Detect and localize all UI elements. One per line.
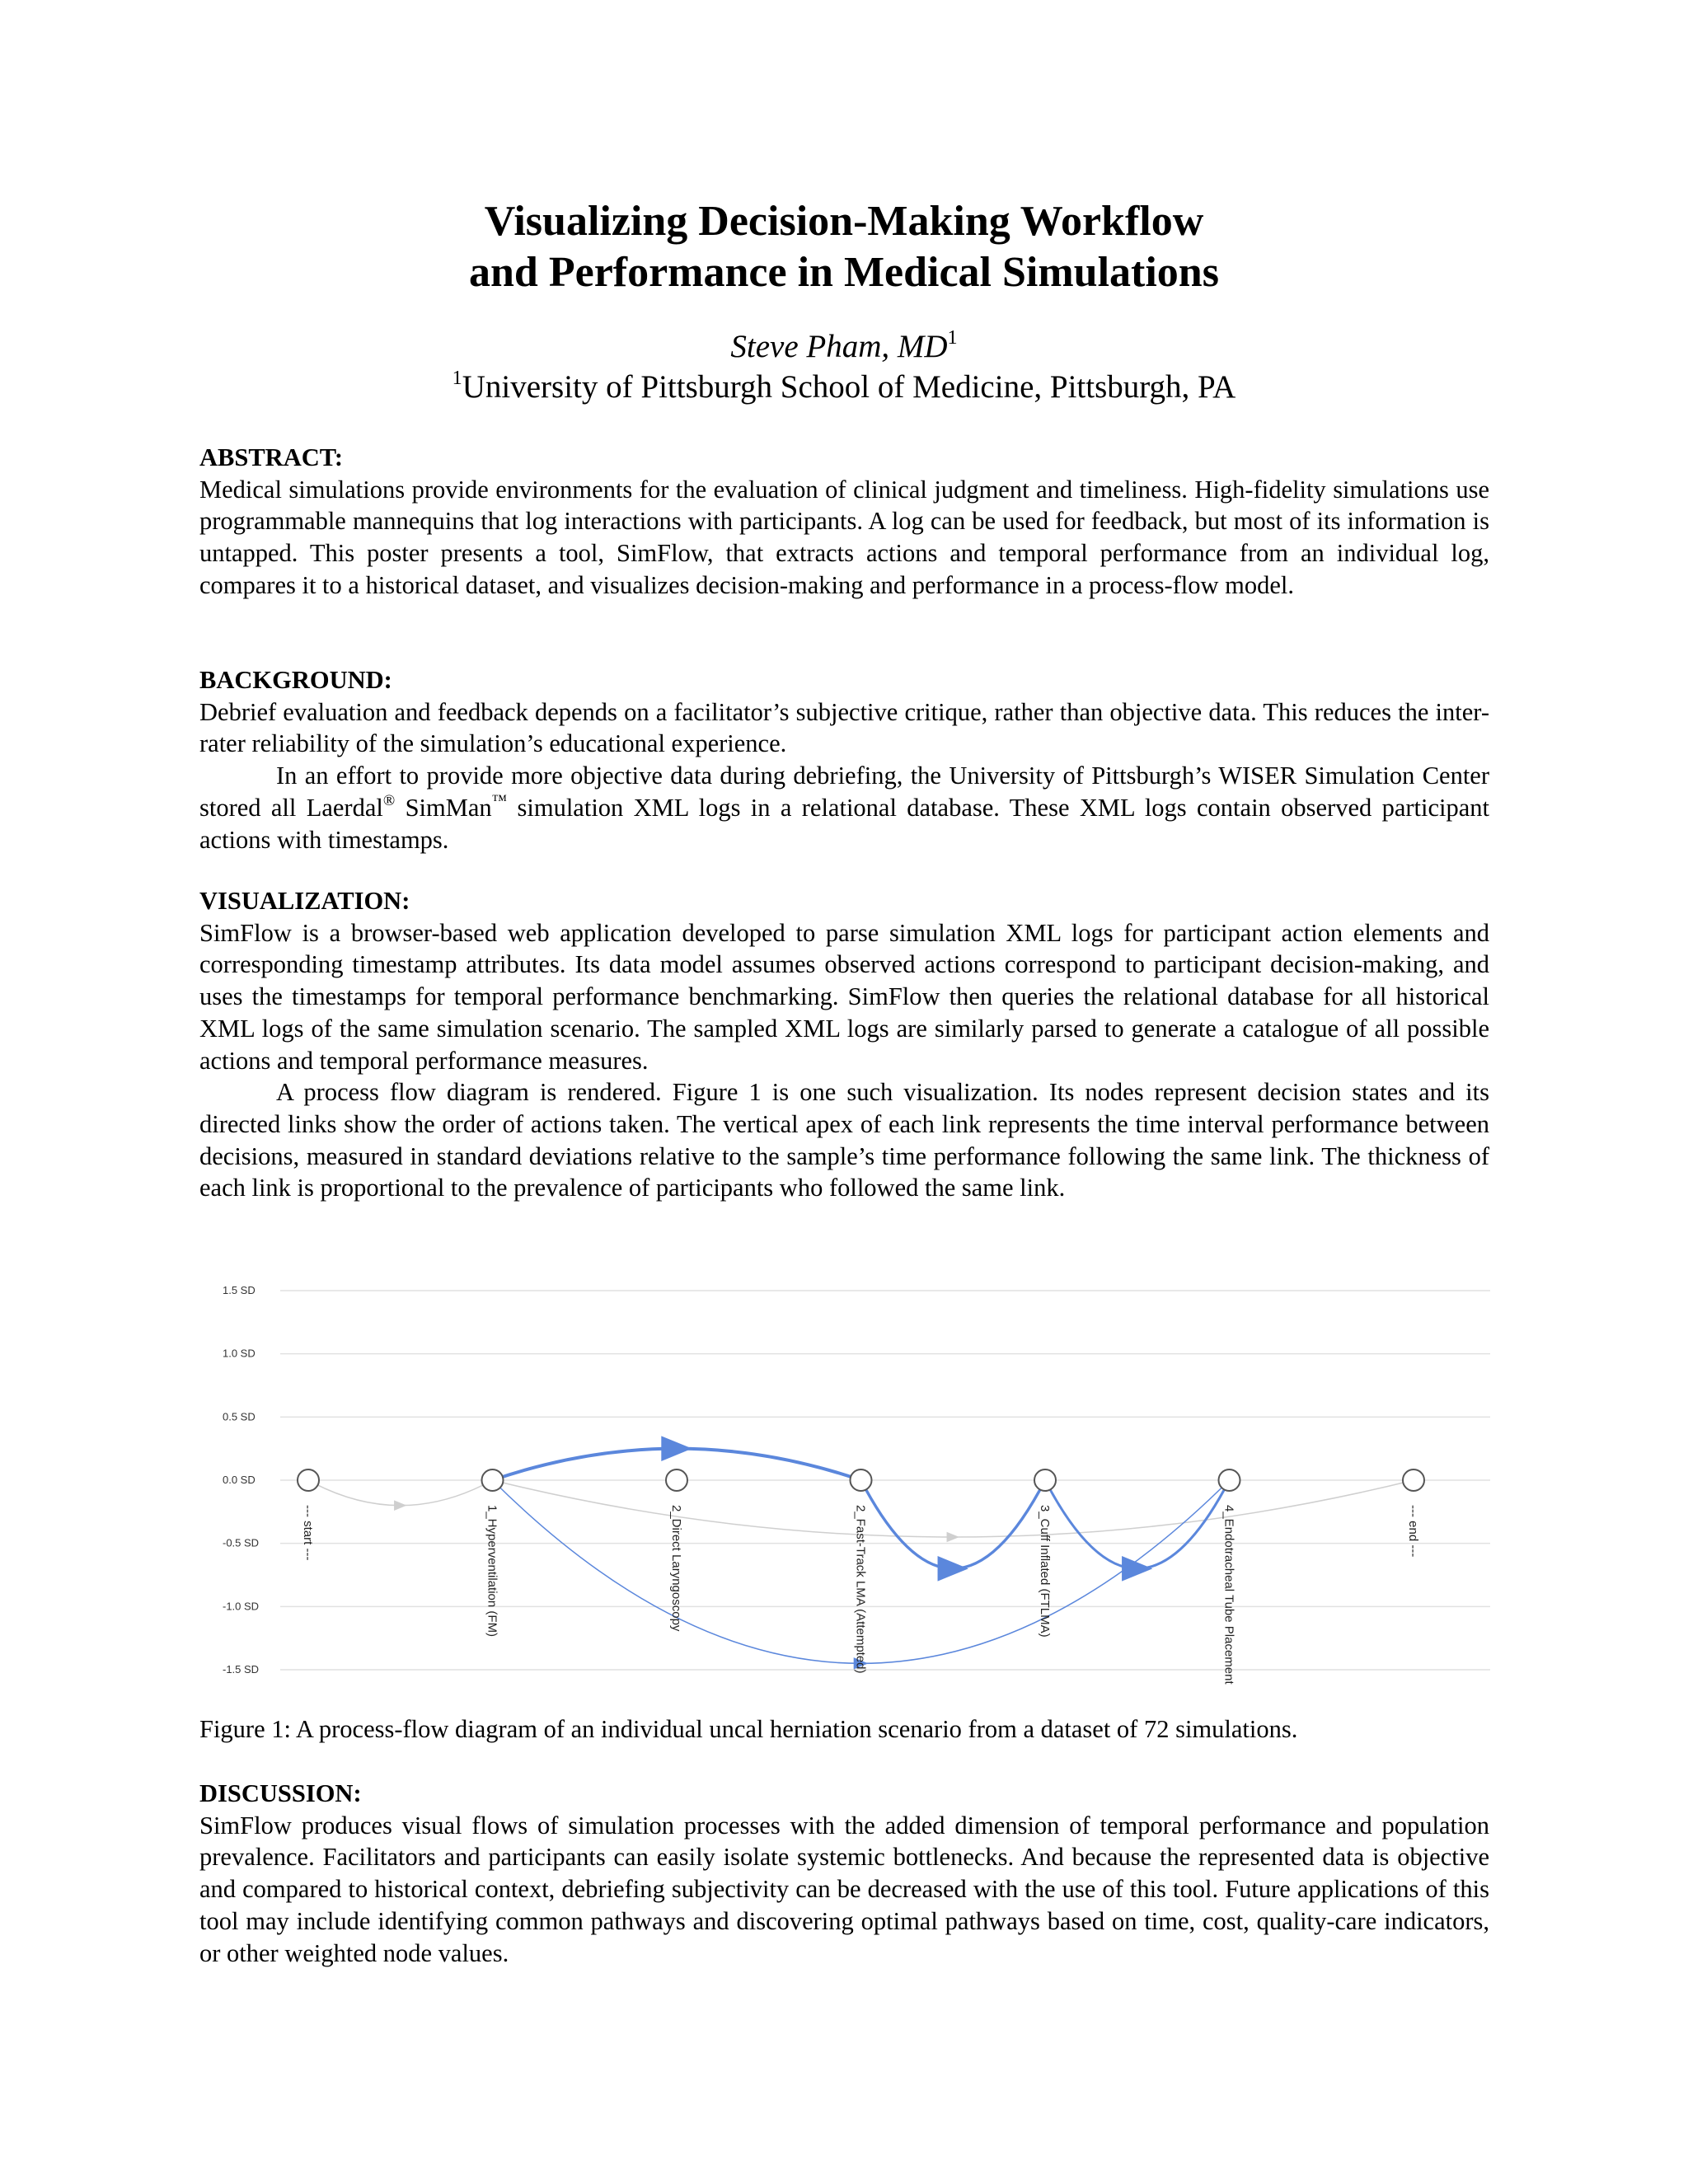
visualization-paragraph-2: A process flow diagram is rendered. Figure 1 is one such visualization. Its nodes represent decision states and its directed links show the order of actions taken. The vertical apex of each link represents the time interval performance between decisions, measured in standard deviations relative to the sample’s time performance following the same link. The thickness of each link is proportional to the prevalence of participants who followed the same link. bbox=[199, 1078, 1489, 1202]
abstract-heading: ABSTRACT: bbox=[199, 443, 343, 471]
flow-node bbox=[1034, 1469, 1056, 1491]
flow-arrowhead bbox=[947, 1532, 959, 1543]
y-tick-label: 0.0 SD bbox=[223, 1474, 256, 1486]
y-tick-label: 1.0 SD bbox=[223, 1347, 256, 1360]
background-paragraph-1: Debrief evaluation and feedback depends on a facilitator’s subjective critique, rather than objective data. This reduces the inter-rater reliability of the simulation’s educational experience. bbox=[199, 697, 1489, 758]
flow-arrowhead bbox=[938, 1556, 968, 1582]
title-line-2: and Performance in Medical Simulations bbox=[469, 249, 1219, 296]
y-tick-label: 1.5 SD bbox=[223, 1284, 256, 1296]
visualization-heading: VISUALIZATION: bbox=[199, 887, 410, 915]
flow-node bbox=[482, 1469, 504, 1491]
background-heading: BACKGROUND: bbox=[199, 666, 392, 694]
y-tick-label: -1.5 SD bbox=[223, 1663, 260, 1675]
affiliation-text: University of Pittsburgh School of Medicine, Pittsburgh, PA bbox=[462, 369, 1236, 405]
flow-link bbox=[308, 1480, 493, 1506]
node-label: 2_Fast-Track LMA (Attempted) bbox=[853, 1505, 868, 1674]
node-label: --- end --- bbox=[1406, 1505, 1420, 1558]
affiliation-superscript: 1 bbox=[452, 366, 462, 389]
flow-node bbox=[666, 1469, 687, 1491]
node-label: 3_Cuff Inflated (FTLMA) bbox=[1038, 1505, 1052, 1638]
flow-node bbox=[298, 1469, 319, 1491]
y-tick-label: -0.5 SD bbox=[223, 1536, 260, 1549]
chart-node-labels bbox=[301, 1505, 1420, 1685]
discussion-heading: DISCUSSION: bbox=[199, 1779, 362, 1807]
flow-arrowhead bbox=[661, 1436, 692, 1461]
flow-node bbox=[1403, 1469, 1424, 1491]
node-label: 4_Endotracheal Tube Placement bbox=[1221, 1505, 1236, 1685]
discussion-section bbox=[199, 1778, 1489, 1969]
y-tick-label: 0.5 SD bbox=[223, 1410, 256, 1423]
background-p2-part-b: SimMan bbox=[395, 793, 492, 822]
flow-node bbox=[1219, 1469, 1240, 1491]
flow-node bbox=[851, 1469, 872, 1491]
title-line-1: Visualizing Decision-Making Workflow bbox=[484, 198, 1204, 245]
flow-link bbox=[493, 1480, 1414, 1537]
visualization-paragraph-1: SimFlow is a browser-based web application developed to parse simulation XML logs for participant action elements and corresponding timestamp attributes. Its data model assumes observed actions correspond to participant decision-making, and uses the timestamps for temporal performance benchmarking. SimFlow then queries the relational database for all historical XML logs of the same simulation scenario. The sampled XML logs are similarly parsed to generate a catalogue of all possible actions and temporal performance measures. bbox=[199, 918, 1489, 1075]
node-label: 1_Hyperventilation (FM) bbox=[485, 1505, 499, 1638]
trademark-mark: ™ bbox=[491, 791, 508, 809]
discussion-text: SimFlow produces visual flows of simulation processes with the added dimension of temporal performance and population prevalence. Facilitators and participants can easily isolate systemic bottlenecks. And because the represented data is objective and compared to historical context, debriefing subjectivity can be decreased with the use of this tool. Future applications of this tool may include identifying common pathways and discovering optimal pathways based on time, cost, quality-care indicators, or other weighted node values. bbox=[199, 1811, 1489, 1967]
flow-link bbox=[1045, 1480, 1230, 1568]
author-name: Steve Pham, MD bbox=[730, 329, 948, 364]
abstract-text: Medical simulations provide environments for the evaluation of clinical judgment and timeliness. High-fidelity simulations use programmable mannequins that log interactions with participants. A log can be used for feedback, but most of its information is untapped. This poster presents a tool, SimFlow, that extracts actions and temporal performance from an individual log, compares it to a historical dataset, and visualizes decision-making and performance in a process-flow model. bbox=[199, 475, 1489, 599]
background-p2-part-c: simulation XML logs in a relational database. These XML logs contain observed participant actions with timestamps. bbox=[199, 793, 1489, 854]
node-label: --- start --- bbox=[301, 1505, 315, 1561]
author-superscript: 1 bbox=[947, 326, 958, 349]
flow-arrowhead bbox=[394, 1500, 406, 1511]
node-label: 2_Direct Laryngoscopy bbox=[669, 1505, 683, 1632]
flow-link bbox=[861, 1480, 1046, 1568]
registered-mark: ® bbox=[382, 791, 396, 809]
background-p2-part-a: In an effort to provide more objective data during debriefing, the University of Pittsburgh’s WISER Simulation Center stored all Laerdal bbox=[199, 762, 1489, 822]
y-tick-label: -1.0 SD bbox=[223, 1600, 260, 1613]
figure-caption: Figure 1: A process-flow diagram of an individual uncal herniation scenario from a dataset of 72 simulations. bbox=[199, 1715, 1298, 1743]
